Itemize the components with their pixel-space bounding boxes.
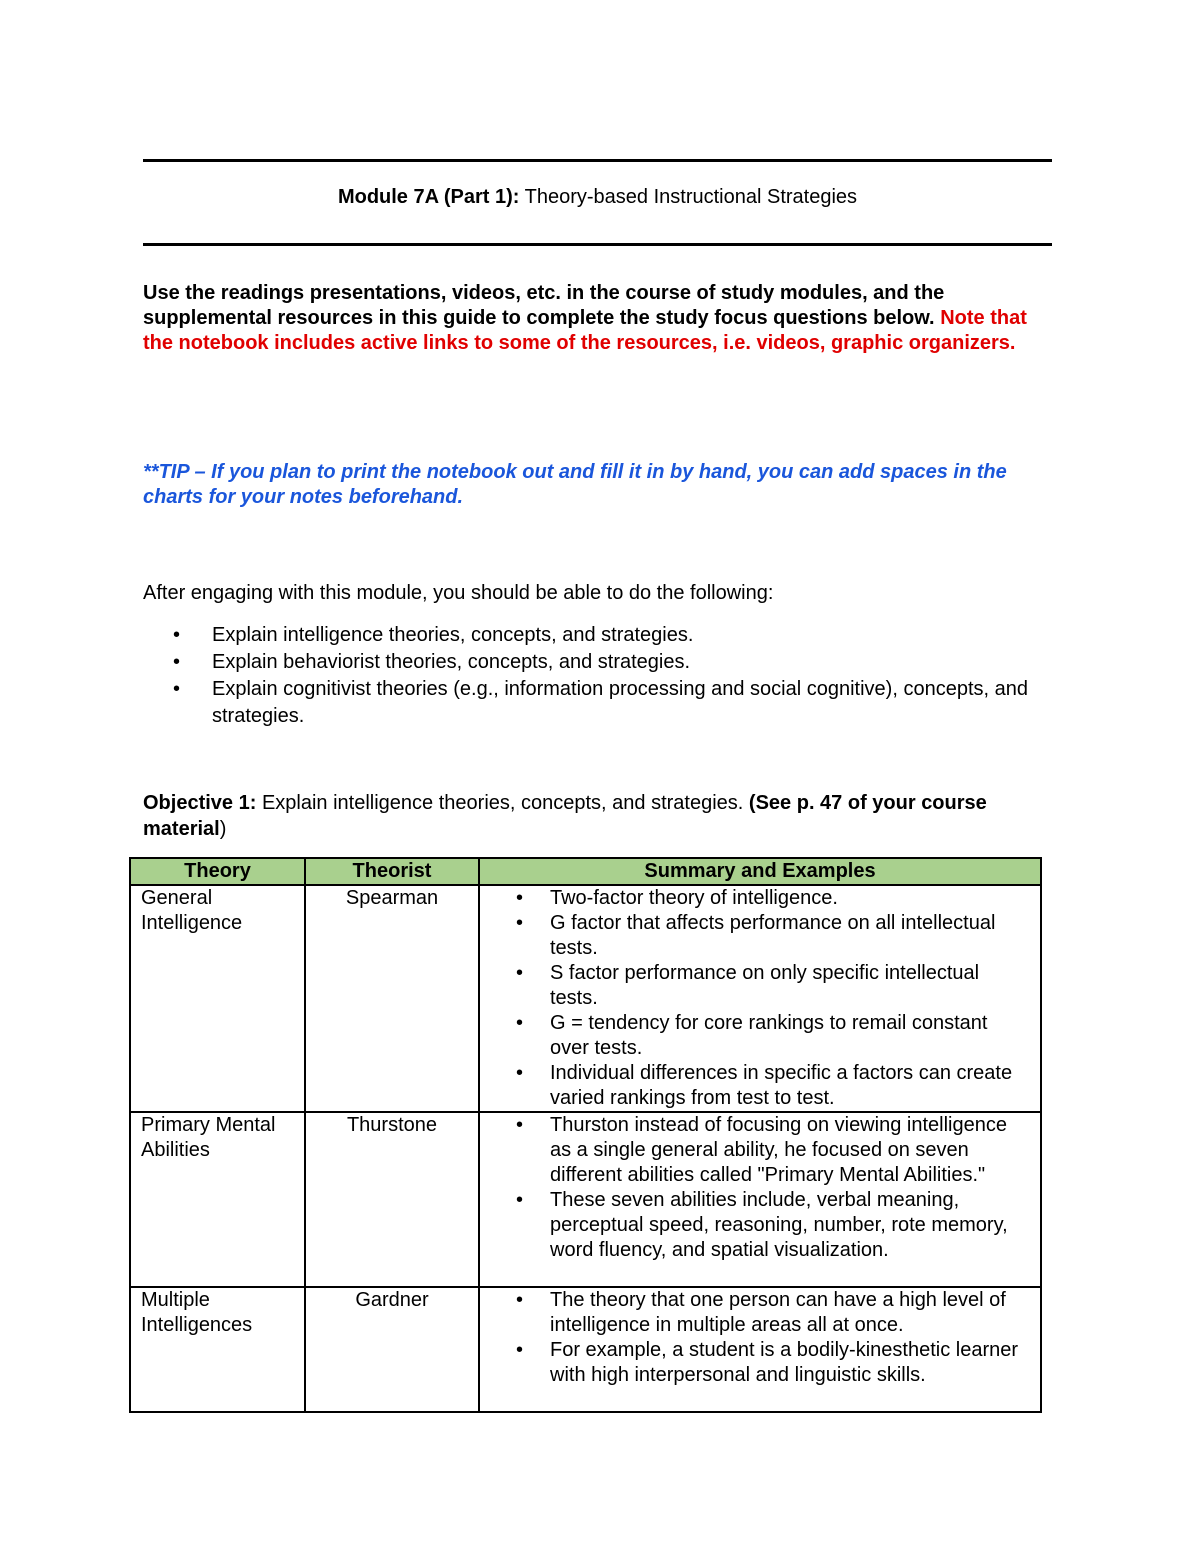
table-row	[130, 1287, 1041, 1412]
theory-table	[129, 857, 1042, 1413]
cell-summary	[479, 1287, 1041, 1412]
summary-item: • G factor that affects performance on all intellectual tests.	[480, 911, 1030, 961]
module-title	[143, 184, 1052, 210]
outcomes-lead: After engaging with this module, you should be able to do the following:	[143, 582, 774, 604]
summary-list	[490, 886, 1030, 1111]
summary-item: • These seven abilities include, verbal meaning, perceptual speed, reasoning, number, rote memory, word fluency, and spatial visualization.	[480, 1188, 1030, 1263]
summary-item: • Two-factor theory of intelligence.	[480, 886, 1030, 911]
objective-label: Objective 1:	[143, 792, 257, 814]
cell-theory: Multiple Intelligences	[130, 1287, 305, 1412]
summary-item: • S factor performance on only specific intellectual tests.	[480, 961, 1030, 1011]
table-header-row	[130, 858, 1041, 885]
top-horizontal-rule	[143, 159, 1052, 162]
module-title-text: Theory-based Instructional Strategies	[524, 186, 858, 208]
tip-paragraph: **TIP – If you plan to print the notebook out and fill it in by hand, you can add spaces in the charts for your notes beforehand.	[143, 461, 1007, 508]
cell-summary	[479, 885, 1041, 1112]
intro-instructions: Use the readings presentations, videos, etc. in the course of study modules, and the supplemental resources in this guide to complete the study focus questions below.	[143, 282, 945, 329]
summary-item: • Individual differences in specific a factors can create varied rankings from test to test.	[480, 1061, 1030, 1111]
header-theory: Theory	[130, 858, 305, 885]
header-summary: Summary and Examples	[479, 858, 1041, 885]
table-row	[130, 885, 1041, 1112]
summary-item: • G = tendency for core rankings to remail constant over tests.	[480, 1011, 1030, 1061]
cell-theorist: Thurstone	[305, 1112, 479, 1287]
bottom-horizontal-rule	[143, 243, 1052, 246]
intro-paragraph	[143, 281, 1055, 356]
objective-1	[143, 790, 1055, 842]
objective-reference: (See p. 47 of your course material	[143, 792, 987, 840]
summary-list	[490, 1113, 1030, 1263]
cell-theorist: Gardner	[305, 1287, 479, 1412]
outcome-item: • Explain cognitivist theories (e.g., information processing and social cognitive), concepts, and strategies.	[143, 676, 1055, 730]
summary-list	[490, 1288, 1030, 1388]
cell-theory: General Intelligence	[130, 885, 305, 1112]
outcome-item: • Explain intelligence theories, concepts, and strategies.	[143, 622, 1055, 649]
module-label: Module 7A (Part 1):	[337, 186, 520, 208]
objective-close-paren: )	[219, 818, 227, 840]
summary-item: • Thurston instead of focusing on viewing intelligence as a single general ability, he focused on seven different abilities called "Primary Mental Abilities."	[480, 1113, 1030, 1188]
objective-text: Explain intelligence theories, concepts, and strategies.	[261, 792, 744, 814]
table-row	[130, 1112, 1041, 1287]
cell-theorist: Spearman	[305, 885, 479, 1112]
outcome-item: • Explain behaviorist theories, concepts, and strategies.	[143, 649, 1055, 676]
summary-item: • For example, a student is a bodily-kinesthetic learner with high interpersonal and linguistic skills.	[480, 1338, 1030, 1388]
summary-item: • The theory that one person can have a high level of intelligence in multiple areas all at once.	[480, 1288, 1030, 1338]
header-theorist: Theorist	[305, 858, 479, 885]
cell-summary	[479, 1112, 1041, 1287]
outcomes-list	[143, 622, 1055, 730]
intro-red-note: Note that the notebook includes active links to some of the resources, i.e. videos, graphic organizers.	[143, 307, 1027, 354]
cell-theory: Primary Mental Abilities	[130, 1112, 305, 1287]
